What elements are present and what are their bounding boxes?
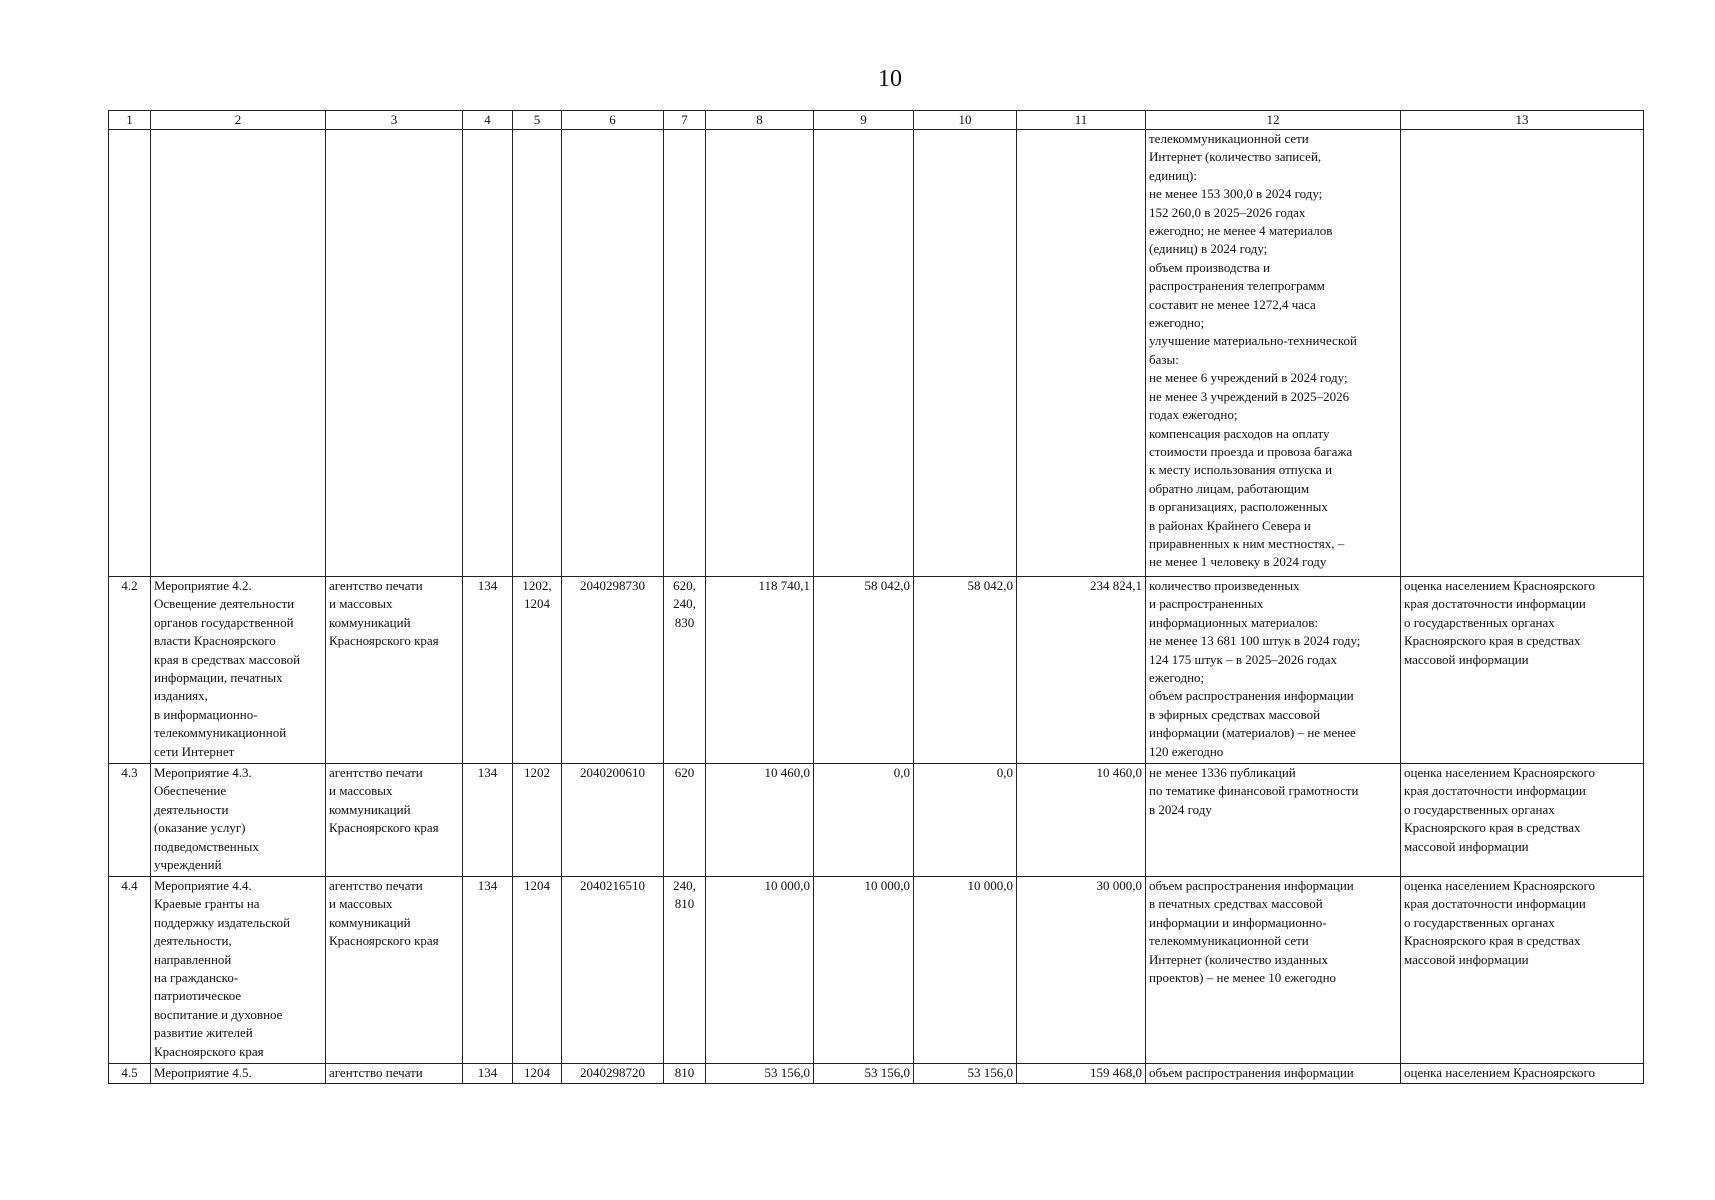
column-header: 12: [1146, 111, 1401, 130]
cell-section: 1204: [513, 877, 562, 1064]
cell-amount-total: 30 000,0: [1017, 877, 1146, 1064]
cell-agency: агентство печати: [326, 1064, 463, 1084]
column-header: 1: [109, 111, 151, 130]
cell-amount-total: 159 468,0: [1017, 1064, 1146, 1084]
cell-target-article: 2040298730: [562, 577, 664, 764]
column-header: 2: [151, 111, 326, 130]
cell-number: 4.5: [109, 1064, 151, 1084]
cell-number: 4.4: [109, 877, 151, 1064]
cell-expense-type: [664, 130, 706, 577]
cell-amount-2024: 10 000,0: [706, 877, 814, 1064]
cell-section: 1202: [513, 764, 562, 877]
cell-amount-2024: 53 156,0: [706, 1064, 814, 1084]
budget-table: [108, 110, 1644, 1084]
cell-expected-result: объем распространения информации: [1146, 1064, 1401, 1084]
table-row: [109, 877, 1644, 1064]
cell-target-article: 2040216510: [562, 877, 664, 1064]
cell-expense-type: 620, 240, 830: [664, 577, 706, 764]
column-header: 6: [562, 111, 664, 130]
column-header: 13: [1401, 111, 1644, 130]
table-row: [109, 1064, 1644, 1084]
cell-grbs: 134: [463, 577, 513, 764]
cell-amount-2024: 118 740,1: [706, 577, 814, 764]
cell-indicator: оценка населением Красноярского края достаточности информации о государственных органах Красноярского края в средствах массовой информации: [1401, 577, 1644, 764]
cell-event: Мероприятие 4.3. Обеспечение деятельности (оказание услуг) подведомственных учреждений: [151, 764, 326, 877]
column-header: 5: [513, 111, 562, 130]
cell-section: [513, 130, 562, 577]
cell-grbs: 134: [463, 877, 513, 1064]
cell-amount-total: [1017, 130, 1146, 577]
column-header: 8: [706, 111, 814, 130]
page-number: 10: [878, 66, 902, 92]
cell-grbs: [463, 130, 513, 577]
cell-indicator: оценка населением Красноярского края достаточности информации о государственных органах Красноярского края в средствах массовой информации: [1401, 764, 1644, 877]
cell-agency: агентство печати и массовых коммуникаций Красноярского края: [326, 877, 463, 1064]
cell-target-article: 2040298720: [562, 1064, 664, 1084]
cell-target-article: [562, 130, 664, 577]
cell-agency: [326, 130, 463, 577]
cell-indicator: оценка населением Красноярского края достаточности информации о государственных органах Красноярского края в средствах массовой информации: [1401, 877, 1644, 1064]
cell-event: [151, 130, 326, 577]
cell-amount-2025: 53 156,0: [814, 1064, 914, 1084]
cell-amount-2026: 10 000,0: [914, 877, 1017, 1064]
cell-expense-type: 240, 810: [664, 877, 706, 1064]
column-header: 7: [664, 111, 706, 130]
cell-expected-result: телекоммуникационной сети Интернет (количество записей, единиц): не менее 153 300,0 в 2024 году; 152 260,0 в 2025–2026 годах ежегодно; не менее 4 материалов (единиц) в 2024 году; объем производства и распространения телепрограмм составит не менее 1272,4 часа ежегодно; улучшение материально-технической базы: не менее 6 учреждений в 2024 году; не менее 3 учреждений в 2025–2026 годах ежегодно; компенсация расходов на оплату стоимости проезда и провоза багажа к месту использования отпуска и обратно лицам, работающим в организациях, расположенных в районах Крайнего Севера и приравненных к ним местностях, – не менее 1 человеку в 2024 году: [1146, 130, 1401, 577]
column-header: 9: [814, 111, 914, 130]
cell-event: Мероприятие 4.4. Краевые гранты на поддержку издательской деятельности, направленной на гражданско- патриотическое воспитание и духовное развитие жителей Красноярского края: [151, 877, 326, 1064]
cell-amount-total: 10 460,0: [1017, 764, 1146, 877]
column-header: 4: [463, 111, 513, 130]
cell-grbs: 134: [463, 764, 513, 877]
table-row: [109, 577, 1644, 764]
cell-amount-2026: 53 156,0: [914, 1064, 1017, 1084]
cell-expense-type: 810: [664, 1064, 706, 1084]
cell-amount-2024: 10 460,0: [706, 764, 814, 877]
cell-amount-2026: 58 042,0: [914, 577, 1017, 764]
column-header: 11: [1017, 111, 1146, 130]
cell-agency: агентство печати и массовых коммуникаций Красноярского края: [326, 764, 463, 877]
table-header-row: [109, 111, 1644, 130]
cell-amount-2026: [914, 130, 1017, 577]
cell-expected-result: объем распространения информации в печатных средствах массовой информации и информационно- телекоммуникационной сети Интернет (количество изданных проектов) – не менее 10 ежегодно: [1146, 877, 1401, 1064]
cell-target-article: 2040200610: [562, 764, 664, 877]
table-row: [109, 130, 1644, 577]
cell-expected-result: количество произведенных и распространенных информационных материалов: не менее 13 681 100 штук в 2024 году; 124 175 штук – в 2025–2026 годах ежегодно; объем распространения информации в эфирных средствах массовой информации (материалов) – не менее 120 ежегодно: [1146, 577, 1401, 764]
cell-expected-result: не менее 1336 публикаций по тематике финансовой грамотности в 2024 году: [1146, 764, 1401, 877]
cell-grbs: 134: [463, 1064, 513, 1084]
cell-section: 1204: [513, 1064, 562, 1084]
cell-amount-2026: 0,0: [914, 764, 1017, 877]
cell-indicator: [1401, 130, 1644, 577]
cell-number: 4.2: [109, 577, 151, 764]
cell-event: Мероприятие 4.2. Освещение деятельности органов государственной власти Красноярского края в средствах массовой информации, печатных изданиях, в информационно- телекоммуникационной сети Интернет: [151, 577, 326, 764]
cell-indicator: оценка населением Красноярского: [1401, 1064, 1644, 1084]
cell-expense-type: 620: [664, 764, 706, 877]
cell-amount-2024: [706, 130, 814, 577]
cell-amount-2025: 0,0: [814, 764, 914, 877]
cell-amount-2025: 10 000,0: [814, 877, 914, 1064]
cell-section: 1202, 1204: [513, 577, 562, 764]
cell-amount-2025: 58 042,0: [814, 577, 914, 764]
column-header: 3: [326, 111, 463, 130]
cell-amount-2025: [814, 130, 914, 577]
cell-amount-total: 234 824,1: [1017, 577, 1146, 764]
cell-number: 4.3: [109, 764, 151, 877]
cell-agency: агентство печати и массовых коммуникаций Красноярского края: [326, 577, 463, 764]
cell-number: [109, 130, 151, 577]
table-row: [109, 764, 1644, 877]
cell-event: Мероприятие 4.5.: [151, 1064, 326, 1084]
column-header: 10: [914, 111, 1017, 130]
